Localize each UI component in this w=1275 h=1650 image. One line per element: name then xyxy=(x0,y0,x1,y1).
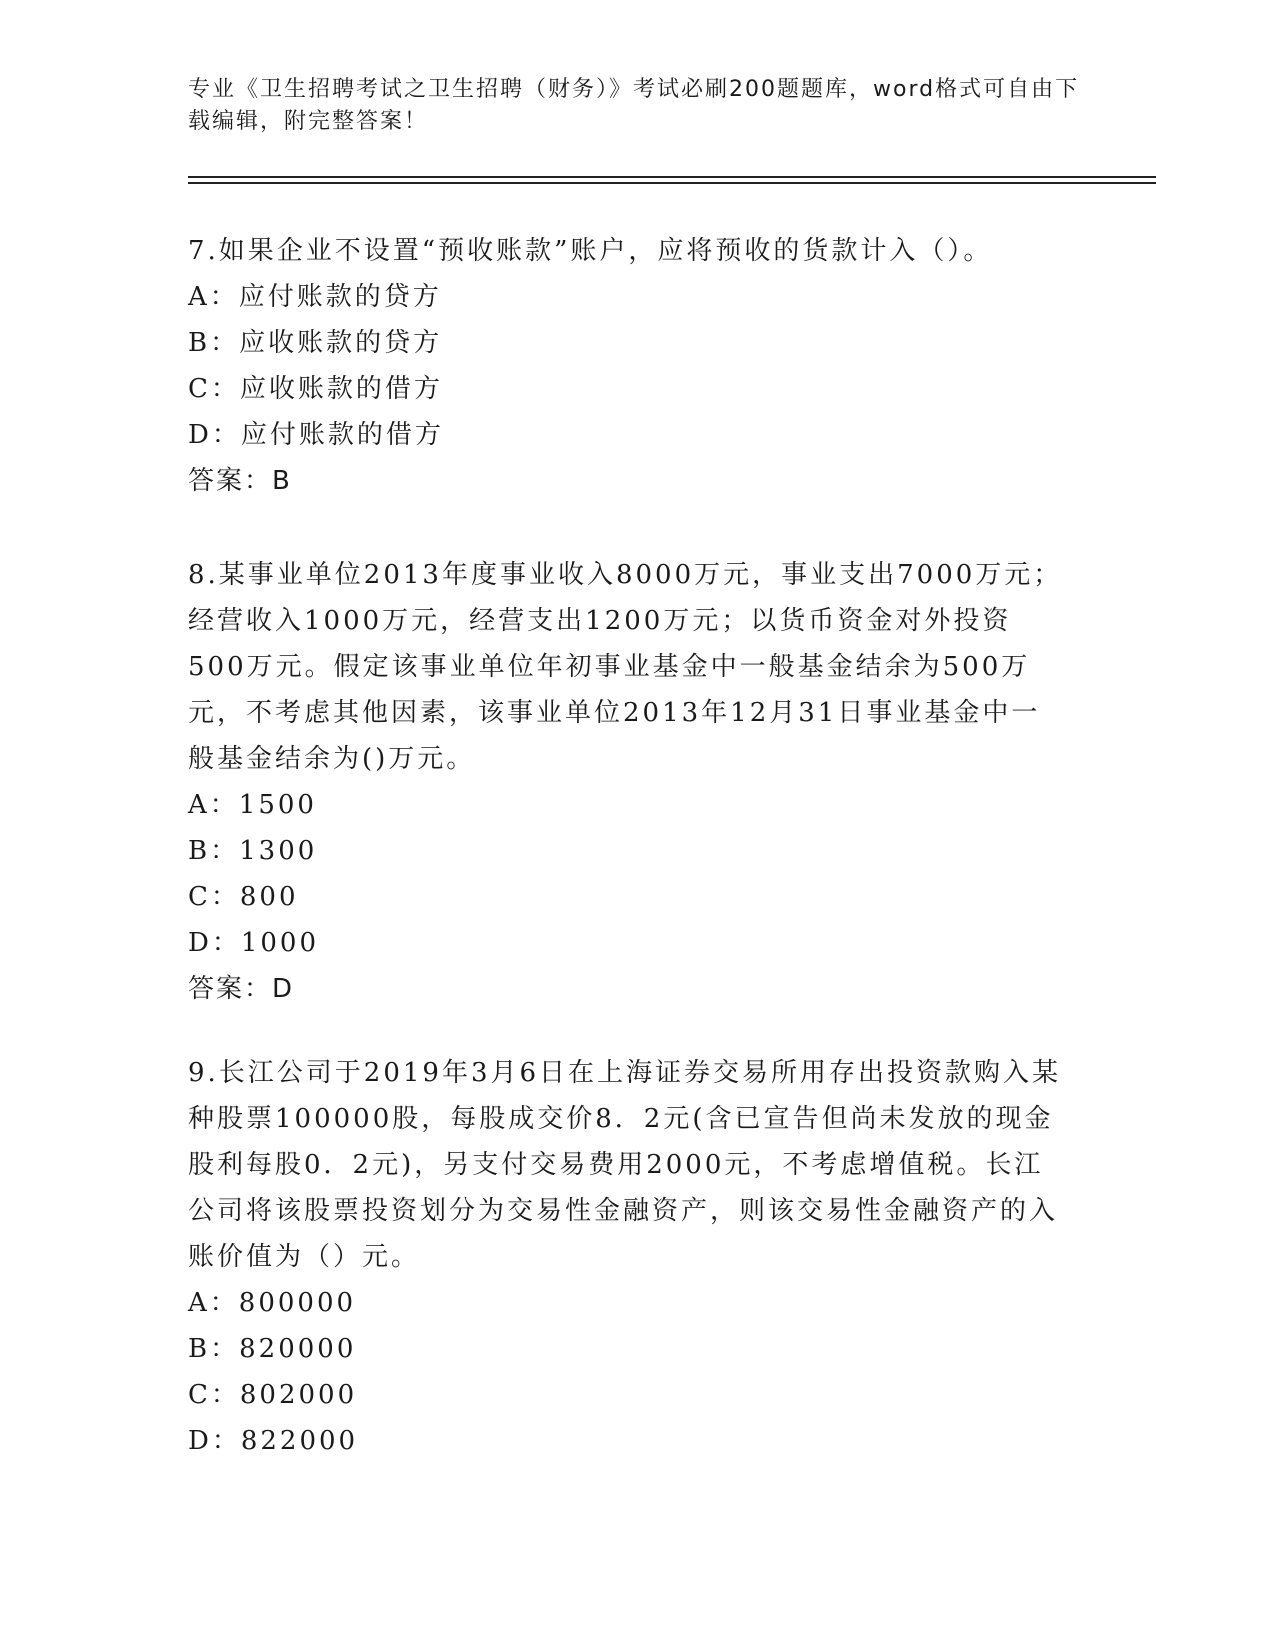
option-c: C：802000 xyxy=(188,1380,358,1410)
option-list xyxy=(188,782,1068,966)
question-text: 7.如果企业不设置“预收账款”账户，应将预收的货款计入（）。 xyxy=(188,236,993,266)
question-text: 9.长江公司于2019年3月6日在上海证券交易所用存出投资款购入某种股票100000股，每股成交价8．2元(含已宣告但尚未发放的现金股利每股0．2元)，另支付交易费用2000元，不考虑增值税。长江公司将该股票投资划分为交易性金融资产，则该交易性金融资产的入账价值为（）元。 xyxy=(188,1058,1062,1272)
question-9 xyxy=(188,1050,1068,1464)
question-8 xyxy=(188,552,1068,1012)
option-a: A：应付账款的贷方 xyxy=(188,282,442,312)
question-text: 8.某事业单位2013年度事业收入8000万元，事业支出7000万元；经营收入1000万元，经营支出1200万元；以货币资金对外投资500万元。假定该事业单位年初事业基金中一般基金结余为500万元，不考虑其他因素，该事业单位2013年12月31日事业基金中一般基金结余为()万元。 xyxy=(188,560,1063,774)
option-a: A：800000 xyxy=(188,1288,357,1318)
option-b: B：应收账款的贷方 xyxy=(188,328,443,358)
header-divider-top xyxy=(188,176,1156,178)
document-header: 专业《卫生招聘考试之卫生招聘（财务）》考试必刷200题题库，word格式可自由下载编辑，附完整答案！ xyxy=(188,77,1080,134)
option-c: C：800 xyxy=(188,882,299,912)
answer-label: 答案：B xyxy=(188,466,292,496)
option-d: D：1000 xyxy=(188,928,320,958)
option-a: A：1500 xyxy=(188,790,317,820)
answer-label: 答案：D xyxy=(188,974,295,1004)
option-list xyxy=(188,274,1068,458)
header-divider-bottom xyxy=(188,182,1156,184)
option-b: B：820000 xyxy=(188,1334,357,1364)
option-c: C：应收账款的借方 xyxy=(188,374,443,404)
option-d: D：应付账款的借方 xyxy=(188,420,444,450)
option-b: B：1300 xyxy=(188,836,318,866)
option-d: D：822000 xyxy=(188,1426,359,1456)
option-list xyxy=(188,1280,1068,1464)
question-7 xyxy=(188,228,1068,504)
